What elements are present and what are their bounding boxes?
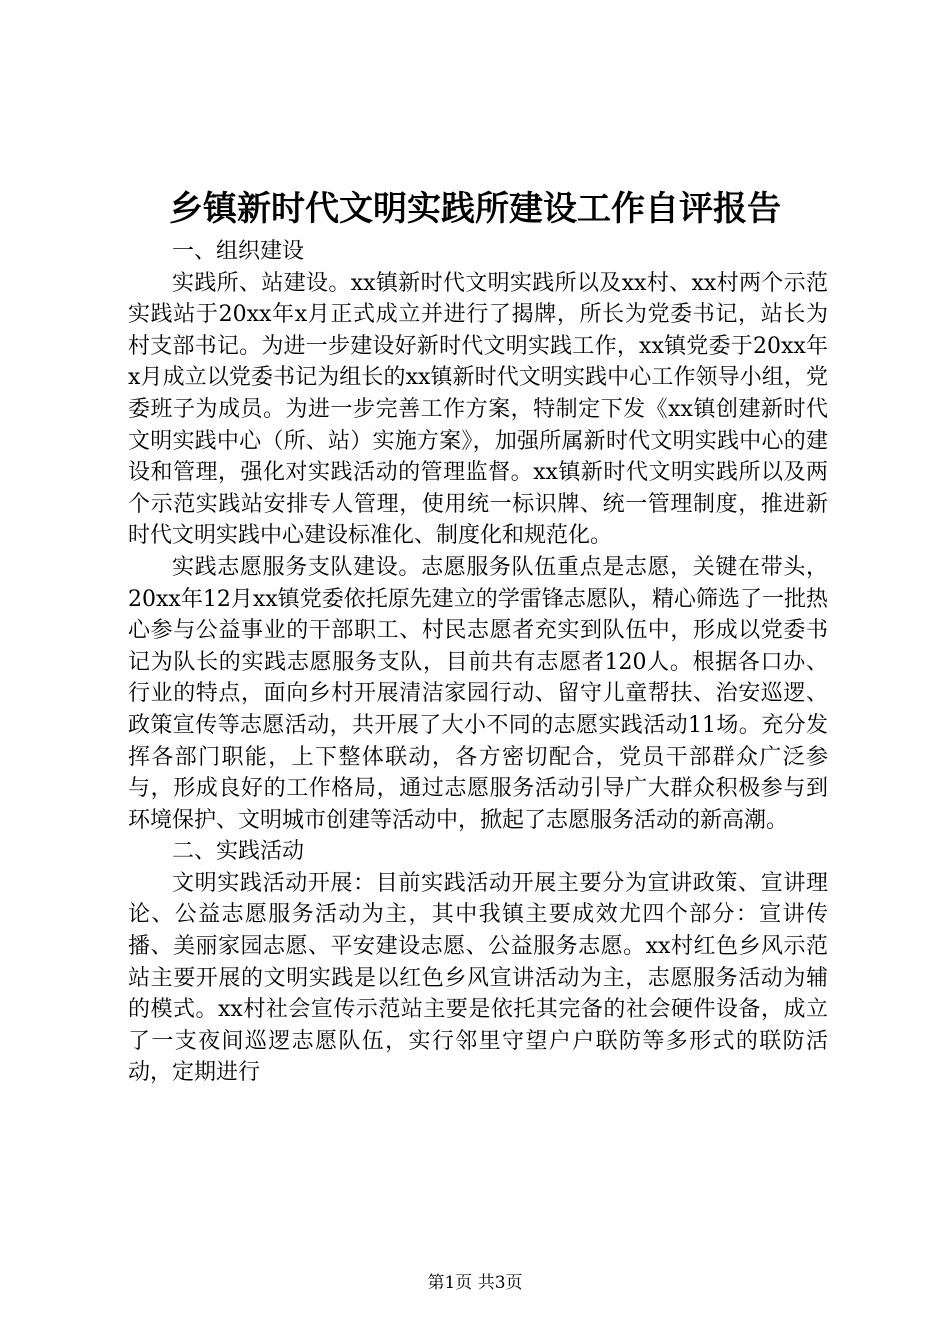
body-paragraph: 文明实践活动开展：目前实践活动开展主要分为宣讲政策、宣讲理论、公益志愿服务活动为主，其中我镇主要成效尤四个部分：宣讲传播、美丽家园志愿、平安建设志愿、公益服务志愿。xx村红色乡风示范站主要开展的文明实践是以红色乡风宣讲活动为主，志愿服务活动为辅的模式。xx村社会宣传示范站主要是依托其完备的社会硬件设备，成立了一支夜间巡逻志愿队伍，实行邻里守望户户联防等多形式的联防活动，定期进行 [128,870,828,1086]
body-paragraph: 实践志愿服务支队建设。志愿服务队伍重点是志愿，关键在带头，20xx年12月xx镇党委依托原先建立的学雷锋志愿队，精心筛选了一批热心参与公益事业的干部职工、村民志愿者充实到队伍中，形成以党委书记为队长的实践志愿服务支队，目前共有志愿者120人。根据各口办、行业的特点，面向乡村开展清洁家园行动、留守儿童帮扶、治安巡逻、政策宣传等志愿活动，共开展了大小不同的志愿实践活动11场。充分发挥各部门职能，上下整体联动，各方密切配合，党员干部群众广泛参与，形成良好的工作格局，通过志愿服务活动引导广大群众积极参与到环境保护、文明城市创建等活动中，掀起了志愿服务活动的新高潮。 [128,554,828,833]
section-heading: 二、实践活动 [172,839,305,865]
body-paragraph: 实践所、站建设。xx镇新时代文明实践所以及xx村、xx村两个示范实践站于20xx年x月正式成立并进行了揭牌，所长为党委书记，站长为村支部书记。为进一步建设好新时代文明实践工作，xx镇党委于20xx年x月成立以党委书记为组长的xx镇新时代文明实践中心工作领导小组，党委班子为成员。为进一步完善工作方案，特制定下发《xx镇创建新时代文明实践中心（所、站）实施方案》，加强所属新时代文明实践中心的建设和管理，强化对实践活动的管理监督。xx镇新时代文明实践所以及两个示范实践站安排专人管理，使用统一标识牌、统一管理制度，推进新时代文明实践中心建设标准化、制度化和规范化。 [128,270,828,549]
section-heading: 一、组织建设 [172,239,305,264]
document-body [128,236,828,1089]
document-title: 乡镇新时代文明实践所建设工作自评报告 [169,189,781,229]
page-number-footer: 第1页 共3页 [427,1273,523,1293]
